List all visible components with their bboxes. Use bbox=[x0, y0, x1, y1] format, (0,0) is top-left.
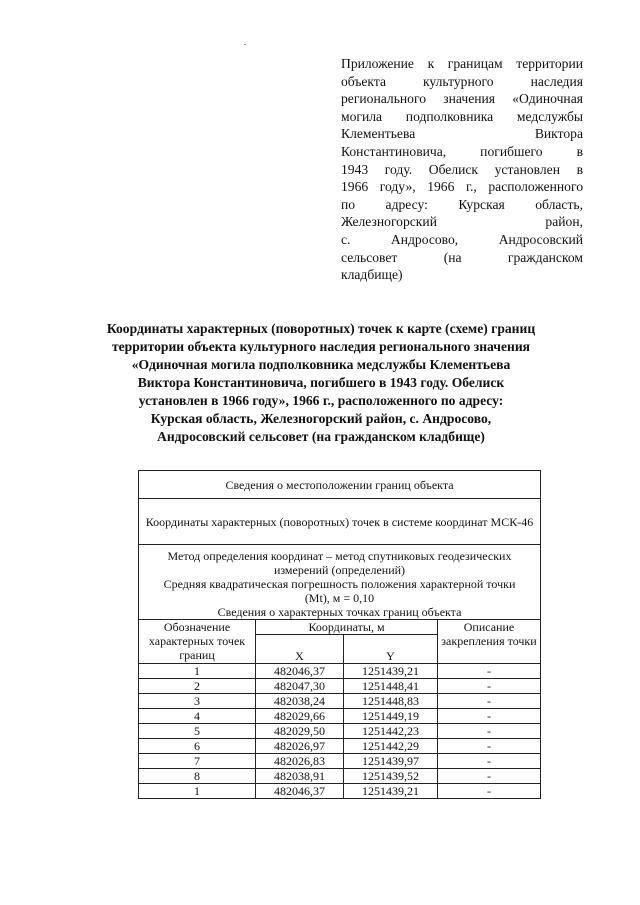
point-cell: 2 bbox=[139, 679, 256, 694]
x-cell: 482026,83 bbox=[256, 754, 344, 769]
y-cell: 1251448,83 bbox=[344, 694, 438, 709]
column-header-description: Описание закрепления точки bbox=[438, 620, 541, 664]
appendix-line: объекта культурного наследия bbox=[341, 73, 583, 89]
description-cell: - bbox=[438, 754, 541, 769]
method-line: измерений (определений) bbox=[273, 563, 406, 577]
appendix-line: регионального значения «Одиночная bbox=[341, 91, 583, 107]
point-cell: 6 bbox=[139, 739, 256, 754]
y-cell: 1251449,19 bbox=[344, 709, 438, 724]
x-cell: 482046,37 bbox=[256, 664, 344, 679]
point-cell: 4 bbox=[139, 709, 256, 724]
method-cell bbox=[139, 545, 541, 620]
appendix-line: с. Андросово, Андросовский bbox=[341, 231, 583, 247]
x-cell: 482038,91 bbox=[256, 769, 344, 784]
table-row bbox=[139, 694, 541, 709]
table-title: Сведения о местоположении границ объекта bbox=[139, 471, 541, 499]
appendix-line: 1943 году. Обелиск установлен в bbox=[341, 161, 583, 177]
table-row bbox=[139, 784, 541, 799]
heading-line: установлен в 1966 году», 1966 г., расположенного по адресу: bbox=[138, 393, 504, 408]
point-cell: 5 bbox=[139, 724, 256, 739]
description-cell: - bbox=[438, 694, 541, 709]
table-row bbox=[139, 679, 541, 694]
y-cell: 1251448,41 bbox=[344, 679, 438, 694]
description-cell: - bbox=[438, 679, 541, 694]
heading-line: «Одиночная могила подполковника медслужбы Клементьева bbox=[131, 357, 511, 372]
table-row bbox=[139, 709, 541, 724]
description-cell: - bbox=[438, 724, 541, 739]
method-line: Сведения о характерных точках границ объекта bbox=[217, 605, 462, 619]
appendix-line: Константиновича, погибшего в bbox=[341, 143, 583, 159]
column-header-x: X bbox=[256, 635, 344, 664]
heading-line: Курская область, Железногорский район, с. Андросово, bbox=[150, 411, 492, 426]
column-header-coordinates: Координаты, м bbox=[256, 620, 438, 635]
appendix-line: Клементьева Виктора bbox=[341, 126, 583, 142]
table-row bbox=[139, 769, 541, 784]
x-cell: 482026,97 bbox=[256, 739, 344, 754]
appendix-line: Железногорский район, bbox=[341, 214, 583, 230]
y-cell: 1251439,52 bbox=[344, 769, 438, 784]
appendix-line: сельсовет (на гражданском bbox=[341, 249, 583, 265]
appendix-note bbox=[341, 55, 583, 284]
document-heading bbox=[90, 320, 552, 446]
heading-line: территории объекта культурного наследия регионального значения bbox=[111, 339, 531, 354]
method-line: Метод определения координат – метод спутниковых геодезических bbox=[167, 549, 512, 563]
coordinate-system-cell: Координаты характерных (поворотных) точек в системе координат МСК-46 bbox=[139, 499, 541, 545]
y-cell: 1251439,21 bbox=[344, 784, 438, 799]
description-cell: - bbox=[438, 664, 541, 679]
scan-speck bbox=[244, 44, 246, 45]
point-cell: 1 bbox=[139, 664, 256, 679]
description-cell: - bbox=[438, 769, 541, 784]
heading-line: Координаты характерных (поворотных) точек к карте (схеме) границ bbox=[106, 321, 536, 336]
x-cell: 482046,37 bbox=[256, 784, 344, 799]
table-row bbox=[139, 739, 541, 754]
column-header-y: Y bbox=[344, 635, 438, 664]
x-cell: 482029,50 bbox=[256, 724, 344, 739]
appendix-line: Приложение к границам территории bbox=[341, 56, 583, 71]
point-cell: 3 bbox=[139, 694, 256, 709]
y-cell: 1251439,21 bbox=[344, 664, 438, 679]
coordinates-table bbox=[138, 470, 541, 799]
y-cell: 1251442,23 bbox=[344, 724, 438, 739]
heading-line: Виктора Константиновича, погибшего в 1943 году. Обелиск bbox=[137, 375, 505, 390]
y-cell: 1251439,97 bbox=[344, 754, 438, 769]
point-cell: 8 bbox=[139, 769, 256, 784]
appendix-line: могила подполковника медслужбы bbox=[341, 108, 583, 124]
x-cell: 482029,66 bbox=[256, 709, 344, 724]
point-cell: 7 bbox=[139, 754, 256, 769]
description-cell: - bbox=[438, 709, 541, 724]
column-header-designation: Обозначение характерных точек границ bbox=[139, 620, 256, 664]
x-cell: 482047,30 bbox=[256, 679, 344, 694]
method-line: (Mt), м = 0,10 bbox=[304, 591, 375, 605]
point-cell: 1 bbox=[139, 784, 256, 799]
description-cell: - bbox=[438, 739, 541, 754]
table-row bbox=[139, 724, 541, 739]
y-cell: 1251442,29 bbox=[344, 739, 438, 754]
method-line: Средняя квадратическая погрешность положения характерной точки bbox=[163, 577, 516, 591]
description-cell: - bbox=[438, 784, 541, 799]
appendix-line: кладбище) bbox=[341, 267, 403, 283]
appendix-line: по адресу: Курская область, bbox=[341, 196, 583, 212]
x-cell: 482038,24 bbox=[256, 694, 344, 709]
table-row bbox=[139, 664, 541, 679]
table-row bbox=[139, 754, 541, 769]
appendix-line: 1966 году», 1966 г., расположенного bbox=[341, 179, 583, 195]
heading-line: Андросовский сельсовет (на гражданском кладбище) bbox=[157, 429, 485, 444]
